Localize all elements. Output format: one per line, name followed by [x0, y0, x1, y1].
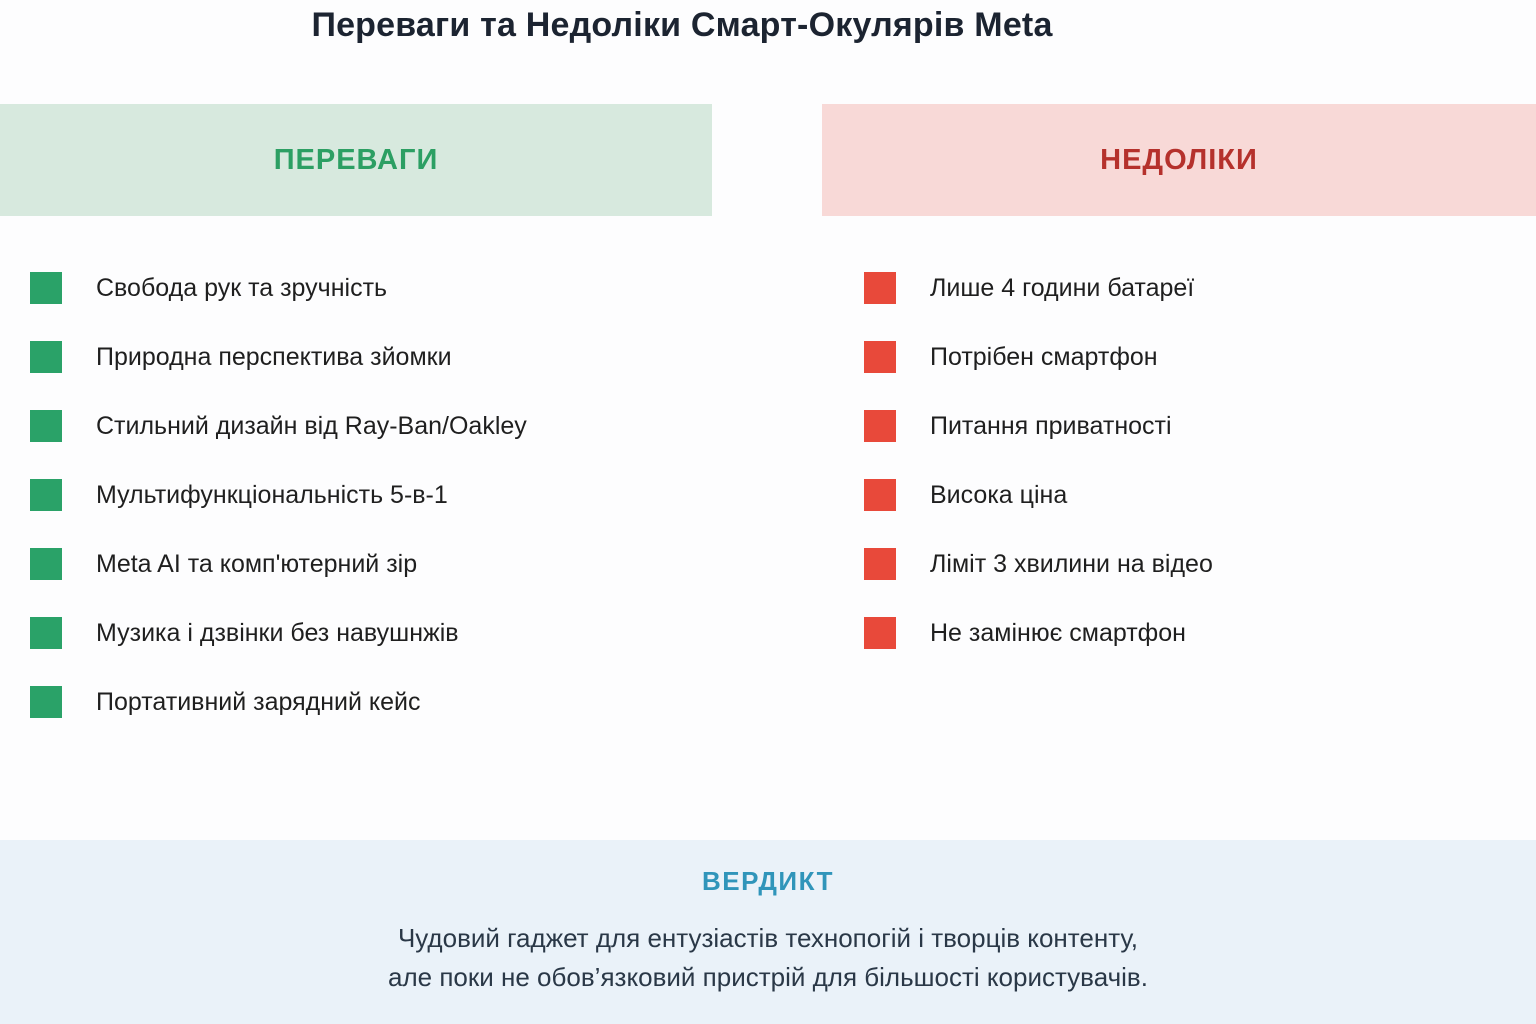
list-item [864, 479, 1213, 511]
verdict-label: ВЕРДИКТ [702, 866, 834, 896]
cons-header-band [822, 104, 1536, 216]
list-item-label: Стильний дизайн від Ray-Ban/Oakley [96, 412, 527, 440]
list-item [864, 617, 1213, 649]
list-item [864, 341, 1213, 373]
red-bullet-square-icon [864, 548, 896, 580]
green-bullet-square-icon [30, 410, 62, 442]
green-bullet-square-icon [30, 479, 62, 511]
list-item [30, 410, 527, 442]
verdict-section [0, 840, 1536, 1024]
list-item-label: Музика і дзвінки без навушнжів [96, 619, 459, 647]
green-bullet-square-icon [30, 548, 62, 580]
red-bullet-square-icon [864, 479, 896, 511]
cons-list [864, 272, 1213, 686]
list-item-label: Ліміт 3 хвилини на відео [930, 550, 1213, 578]
list-item-label: Потрібен смартфон [930, 343, 1158, 371]
list-item-label: Висока ціна [930, 481, 1068, 509]
list-item [864, 548, 1213, 580]
list-item-label: Питання приватності [930, 412, 1172, 440]
green-bullet-square-icon [30, 272, 62, 304]
list-item [30, 617, 527, 649]
pros-header-band [0, 104, 712, 216]
list-item [864, 410, 1213, 442]
verdict-text [0, 919, 1536, 997]
verdict-line-1: Чудовий гаджет для ентузіастів технопогій і творців контенту, [397, 923, 1139, 953]
page-title: Переваги та Недоліки Смарт-Окулярів Meta [311, 6, 1053, 44]
list-item-label: Портативний зарядний кейс [96, 688, 421, 716]
red-bullet-square-icon [864, 272, 896, 304]
list-item-label: Meta AI та комп'ютерний зір [96, 550, 418, 578]
list-item [864, 272, 1213, 304]
list-item-label: Природна перспектива зйомки [96, 343, 452, 371]
list-item-label: Свобода рук та зручність [96, 274, 388, 302]
pros-header-label: ПЕРЕВАГИ [273, 143, 439, 176]
pros-list [30, 272, 527, 755]
list-item [30, 548, 527, 580]
green-bullet-square-icon [30, 341, 62, 373]
green-bullet-square-icon [30, 686, 62, 718]
cons-header-label: НЕДОЛІКИ [1100, 143, 1258, 176]
list-item-label: Лише 4 години батареї [930, 274, 1195, 302]
green-bullet-square-icon [30, 617, 62, 649]
list-item-label: Мультифункціональність 5-в-1 [96, 481, 448, 509]
red-bullet-square-icon [864, 410, 896, 442]
red-bullet-square-icon [864, 617, 896, 649]
list-item [30, 341, 527, 373]
list-item [30, 272, 527, 304]
list-item-label: Не замінює смартфон [930, 619, 1186, 647]
red-bullet-square-icon [864, 341, 896, 373]
list-item [30, 479, 527, 511]
list-item [30, 686, 527, 718]
verdict-line-2: але поки не обов’язковий пристрій для більшості користувачів. [388, 962, 1148, 992]
